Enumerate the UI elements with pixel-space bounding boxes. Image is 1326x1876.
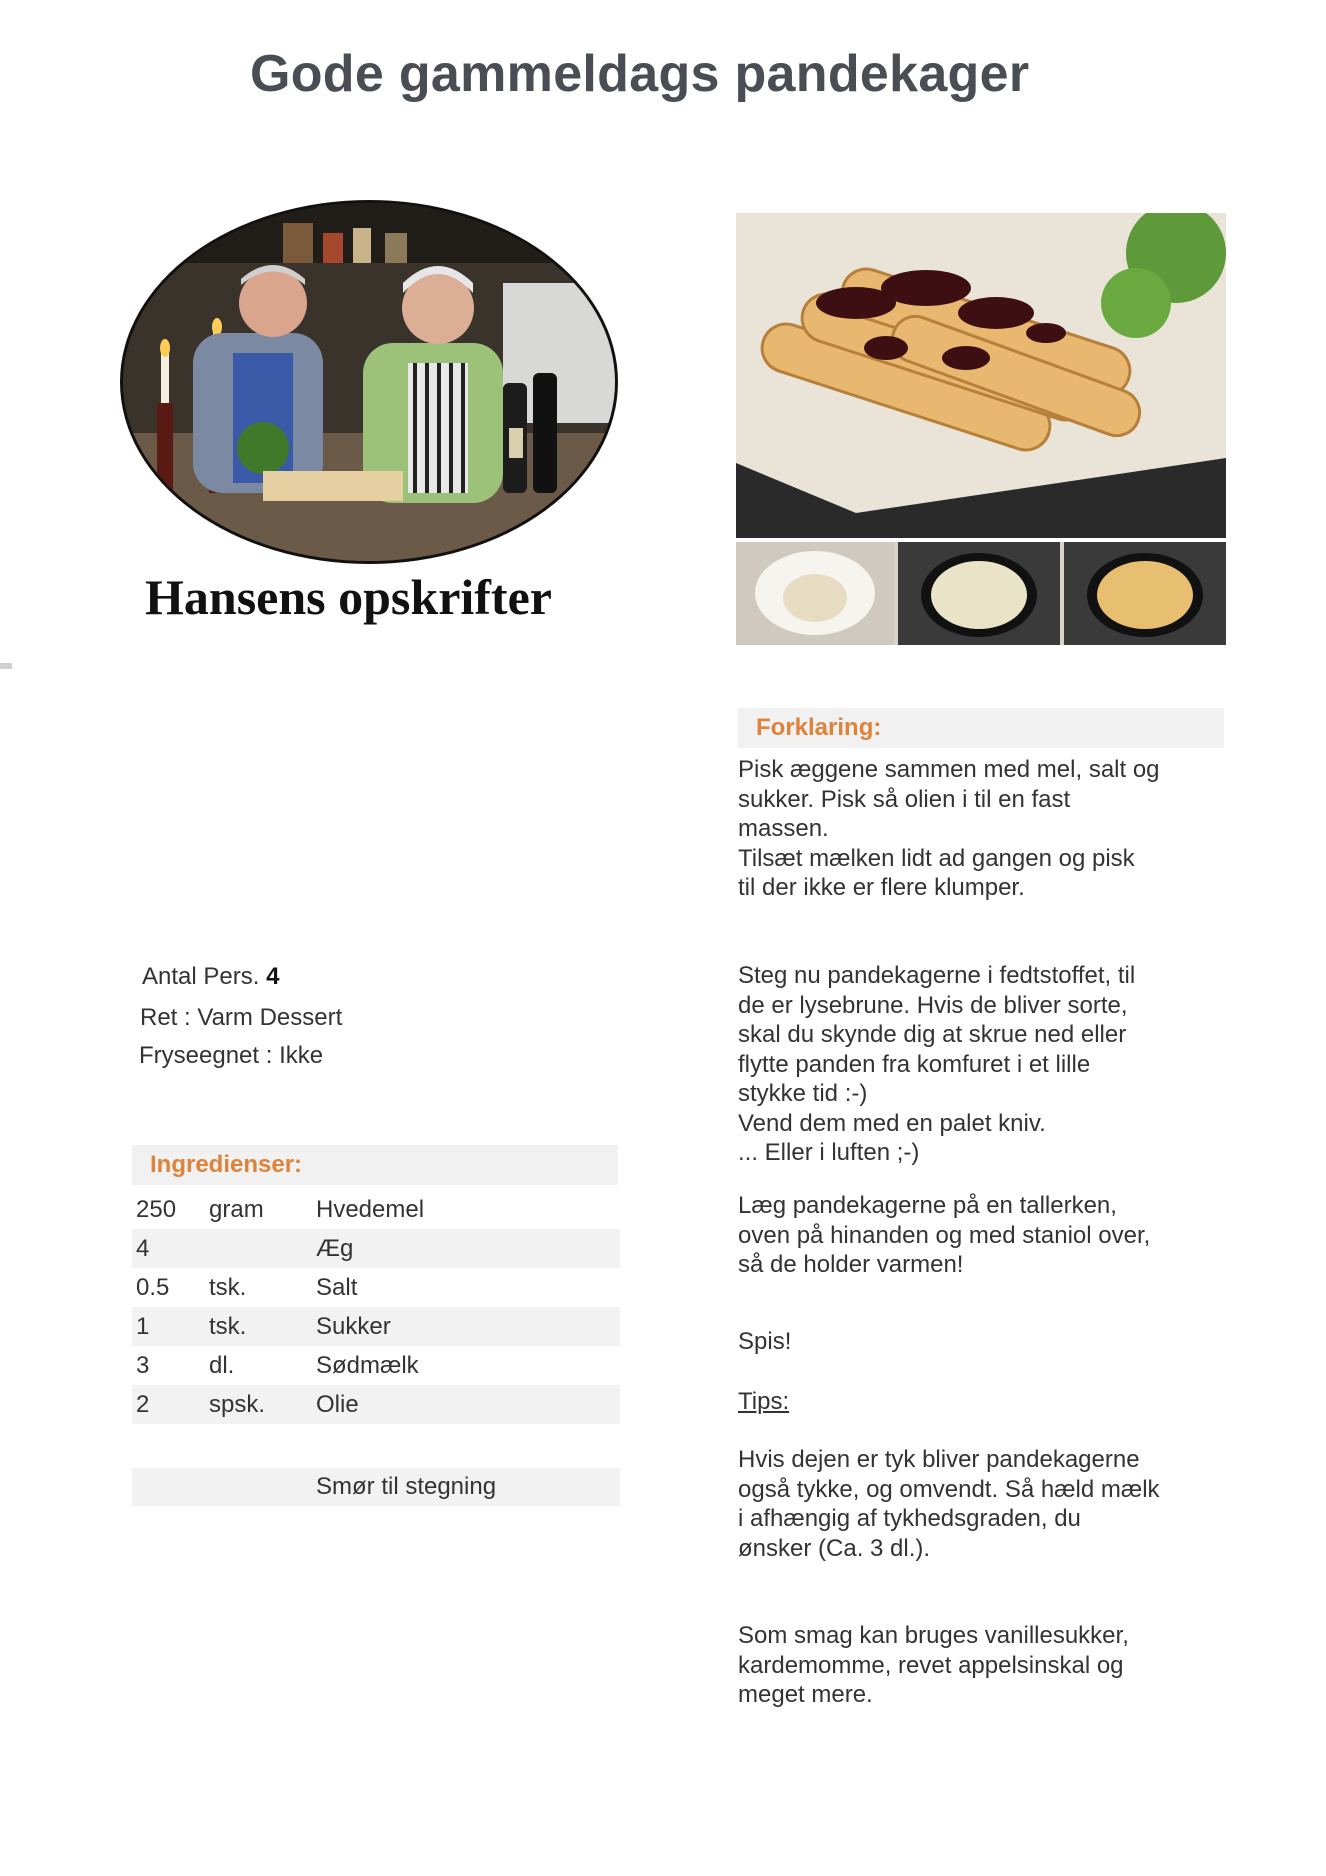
text-line: kardemomme, revet appelsinskal og: [738, 1651, 1124, 1679]
text-line: flytte panden fra komfuret i et lille: [738, 1050, 1091, 1078]
ingredient-qty: 2: [136, 1391, 150, 1418]
ingredient-qty: 250: [136, 1196, 177, 1223]
pancakes-photo: [736, 213, 1226, 645]
instructions-para-2: [738, 961, 1238, 1168]
ingredient-unit: dl.: [209, 1352, 235, 1379]
page-title: Gode gammeldags pandekager: [250, 45, 1030, 103]
ingredient-name: Hvedemel: [316, 1196, 425, 1223]
tips-label: Tips:: [738, 1388, 790, 1415]
ingredient-name: Sukker: [316, 1313, 391, 1340]
flavor-paragraph: [738, 1621, 1238, 1710]
text-line: Som smag kan bruges vanillesukker,: [738, 1622, 1129, 1649]
explanation-header: Forklaring:: [738, 708, 1224, 748]
ingredients-header: Ingredienser:: [132, 1145, 618, 1185]
ingredient-unit: spsk.: [209, 1391, 266, 1418]
course-type: Ret : Varm Dessert: [140, 1004, 343, 1031]
text-line: stykke tid :-): [738, 1080, 868, 1107]
eat-line: Spis!: [738, 1328, 792, 1355]
ingredients-table: [132, 1190, 620, 1424]
text-line: skal du skynde dig at skrue ned eller: [738, 1021, 1127, 1048]
ingredient-name: Sødmælk: [316, 1352, 419, 1379]
freezable-info: Fryseegnet : Ikke: [139, 1042, 324, 1069]
table-row: [132, 1229, 620, 1268]
instructions-para-3: [738, 1191, 1238, 1280]
text-line: Pisk æggene sammen med mel, salt og: [738, 756, 1160, 783]
text-line: også tykke, og omvendt. Så hæld mælk: [738, 1475, 1160, 1503]
ingredient-name: Salt: [316, 1274, 358, 1301]
text-line: massen.: [738, 815, 829, 842]
ingredient-name: Olie: [316, 1391, 359, 1418]
chefs-photo: [120, 200, 618, 564]
text-line: til der ikke er flere klumper.: [738, 874, 1025, 901]
tips-paragraph: [738, 1445, 1238, 1563]
ingredient-qty: 4: [136, 1235, 150, 1262]
servings-value: 4: [266, 963, 280, 990]
text-line: ønsker (Ca. 3 dl.).: [738, 1534, 931, 1562]
edge-mark: [0, 663, 12, 669]
brand-name: Hansens opskrifter: [145, 569, 552, 625]
table-row: [132, 1268, 620, 1307]
text-line: Læg pandekagerne på en tallerken,: [738, 1192, 1117, 1219]
text-line: meget mere.: [738, 1681, 873, 1708]
text-line: Hvis dejen er tyk bliver pandekagerne: [738, 1446, 1140, 1473]
servings-label: Antal Pers.: [142, 963, 260, 990]
ingredient-unit: tsk.: [209, 1274, 247, 1301]
text-line: Vend dem med en palet kniv.: [738, 1109, 1046, 1137]
ingredient-qty: 0.5: [136, 1274, 170, 1301]
ingredient-unit: tsk.: [209, 1313, 247, 1340]
table-row: [132, 1307, 620, 1346]
table-row: [132, 1385, 620, 1424]
ingredient-unit: gram: [209, 1196, 264, 1223]
extra-ingredient: Smør til stegning: [316, 1473, 497, 1500]
text-line: Tilsæt mælken lidt ad gangen og pisk: [738, 844, 1135, 872]
text-line: ... Eller i luften ;-): [738, 1139, 920, 1166]
ingredient-name: Æg: [316, 1235, 354, 1262]
servings: [142, 963, 279, 991]
text-line: oven på hinanden og med staniol over,: [738, 1221, 1151, 1249]
ingredient-qty: 1: [136, 1313, 150, 1340]
text-line: i afhængig af tykhedsgraden, du: [738, 1505, 1081, 1532]
text-line: de er lysebrune. Hvis de bliver sorte,: [738, 991, 1128, 1019]
extra-ingredient-row: [132, 1468, 620, 1506]
table-row: [132, 1190, 620, 1229]
instructions-para-1: [738, 755, 1238, 903]
text-line: Steg nu pandekagerne i fedtstoffet, til: [738, 962, 1136, 989]
text-line: så de holder varmen!: [738, 1251, 964, 1278]
table-row: [132, 1346, 620, 1385]
ingredient-qty: 3: [136, 1352, 150, 1379]
text-line: sukker. Pisk så olien i til en fast: [738, 785, 1071, 813]
